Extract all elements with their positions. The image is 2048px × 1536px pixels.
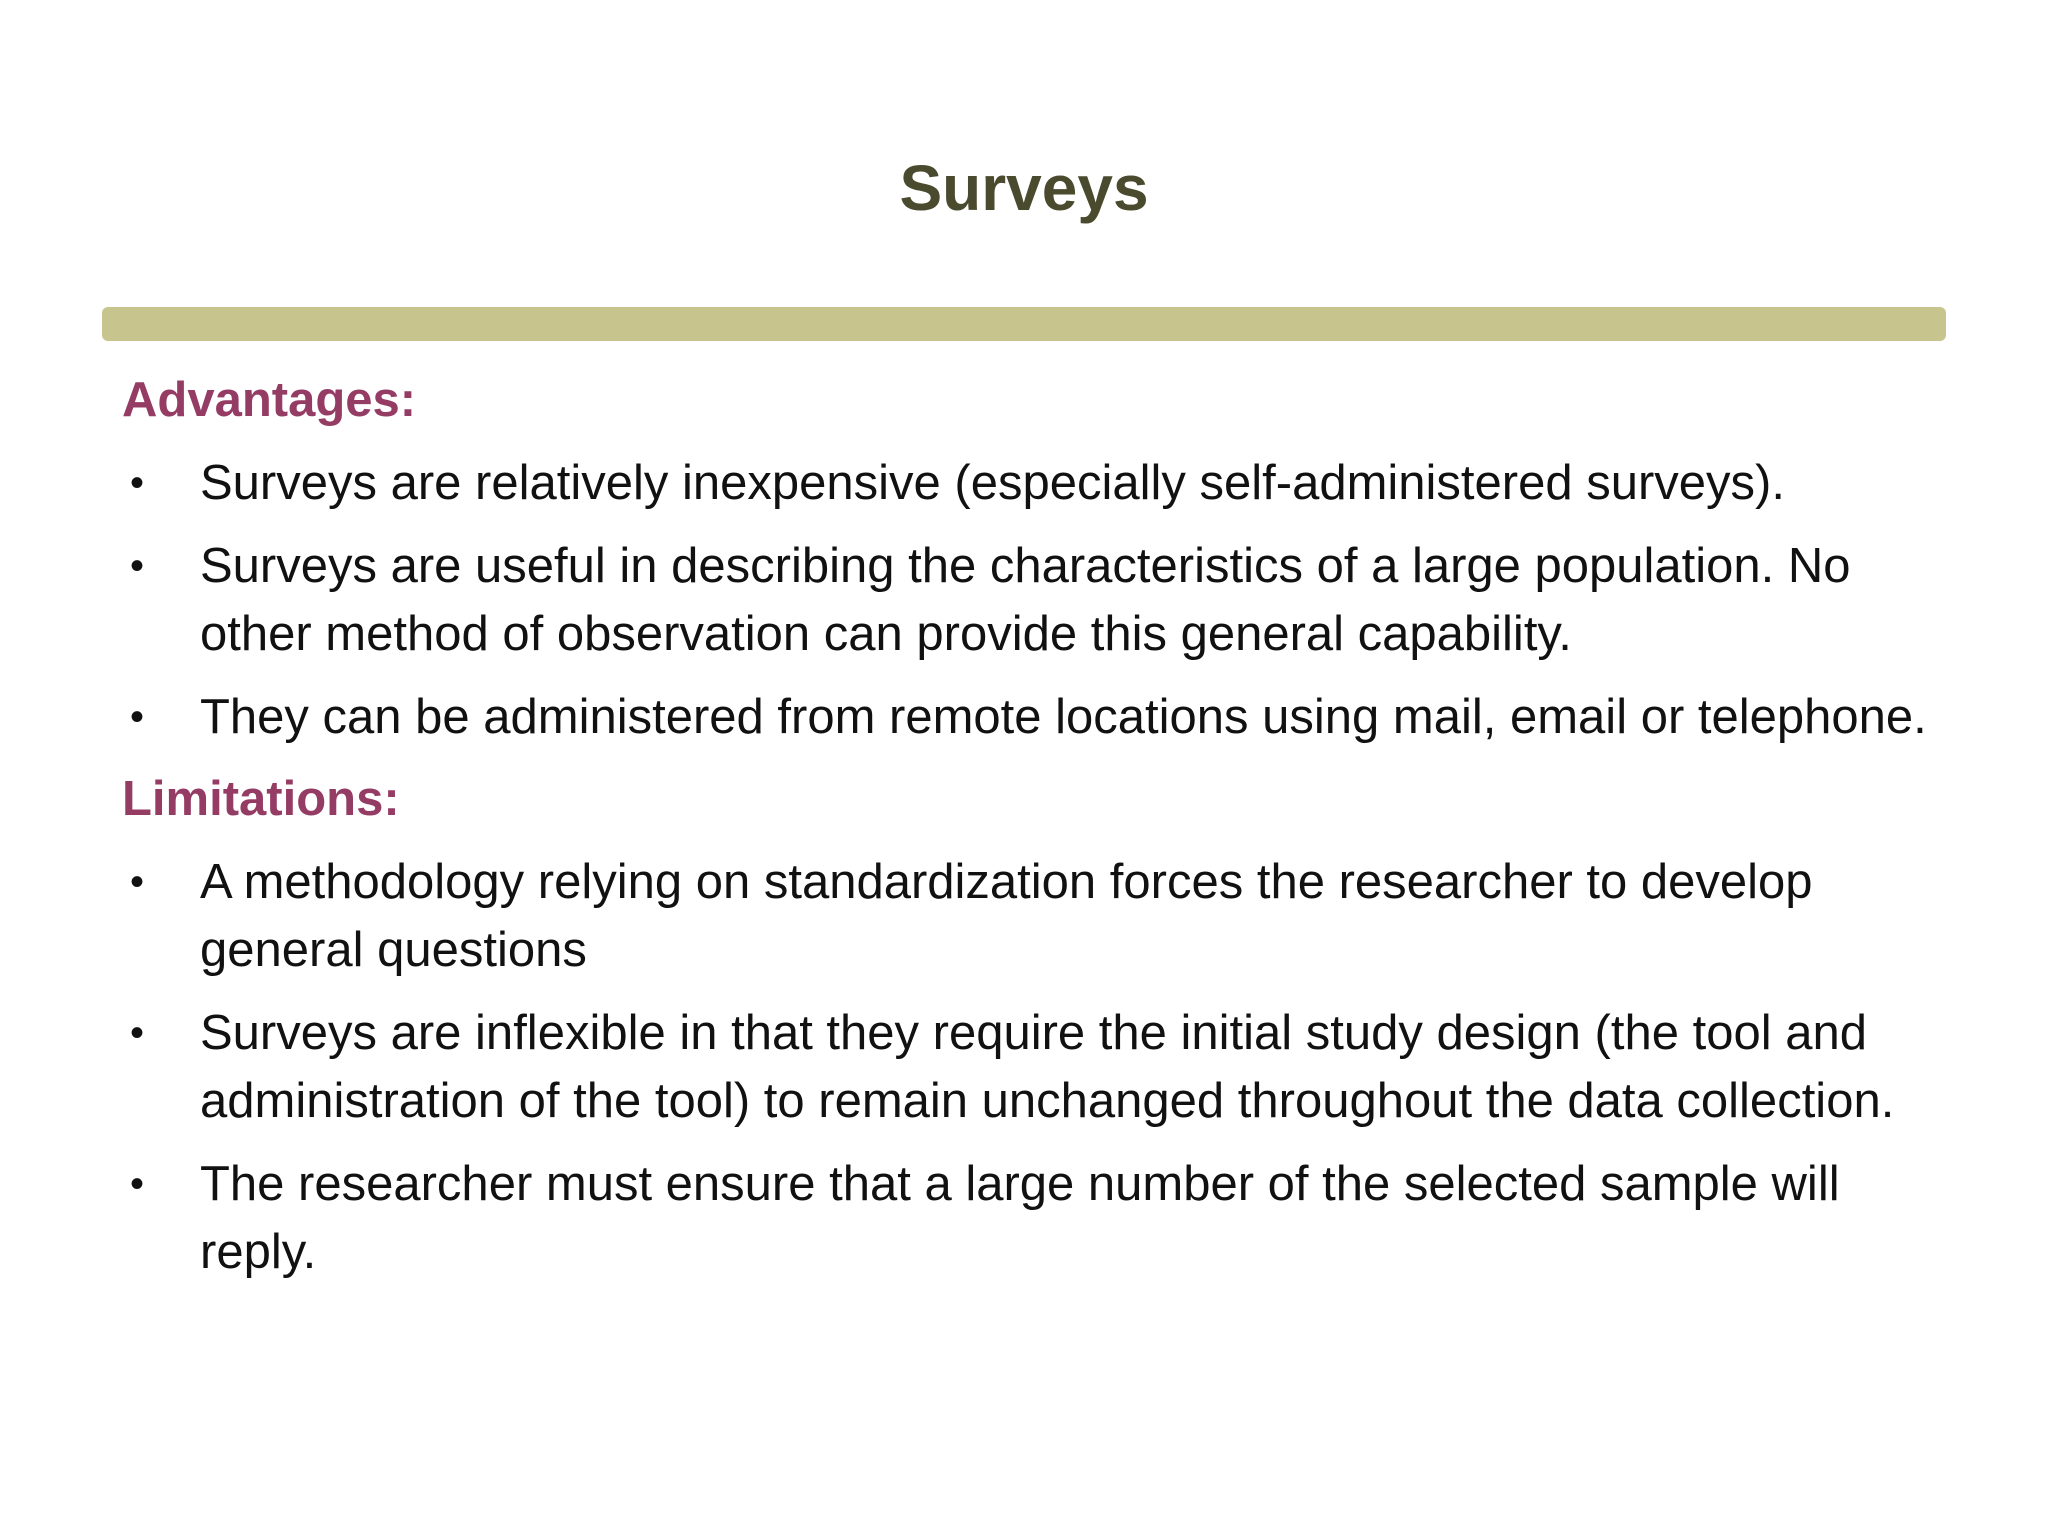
list-item-text: Surveys are relatively inexpensive (especially self-administered surveys). <box>200 456 1785 510</box>
list-item-text: A methodology relying on standardization forces the researcher to develop general questions <box>200 855 1813 977</box>
list-item-text: Surveys are inflexible in that they require the initial study design (the tool and administration of the tool) to remain unchanged throughout the data collection. <box>200 1006 1895 1128</box>
list-item <box>122 999 1962 1135</box>
list-item-text: Surveys are useful in describing the characteristics of a large population. No other method of observation can provide this general capability. <box>200 539 1851 661</box>
bullet-icon: • <box>129 1162 144 1206</box>
list-item <box>122 848 1962 984</box>
limitations-list <box>122 848 1962 1286</box>
bullet-icon: • <box>129 695 144 739</box>
bullet-icon: • <box>129 860 144 904</box>
slide-content <box>122 366 1962 1286</box>
list-item <box>122 532 1962 668</box>
limitations-heading: Limitations: <box>122 772 400 826</box>
title-accent-bar <box>102 307 1946 341</box>
list-item-text: They can be administered from remote locations using mail, email or telephone. <box>200 690 1927 744</box>
bullet-icon: • <box>129 1011 144 1055</box>
list-item <box>122 449 1962 517</box>
advantages-list <box>122 449 1962 751</box>
slide-title: Surveys <box>899 152 1149 224</box>
list-item <box>122 683 1962 751</box>
list-item-text: The researcher must ensure that a large number of the selected sample will reply. <box>200 1157 1840 1279</box>
bullet-icon: • <box>129 461 144 505</box>
list-item <box>122 1150 1962 1286</box>
advantages-heading: Advantages: <box>122 373 417 427</box>
bullet-icon: • <box>129 544 144 588</box>
